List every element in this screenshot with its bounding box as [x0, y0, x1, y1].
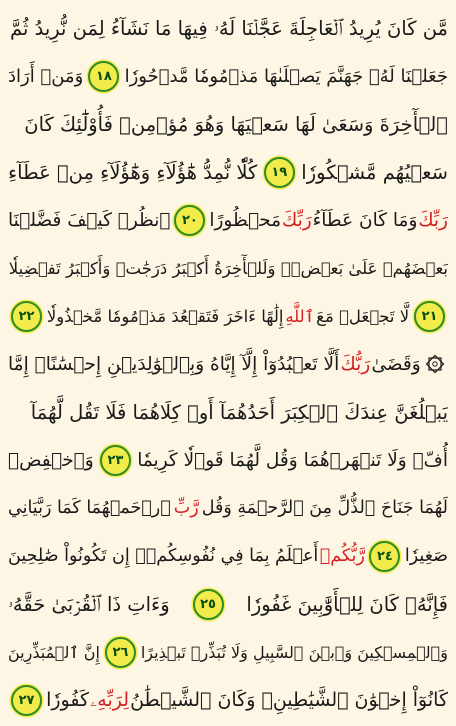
text-line: [8, 294, 448, 338]
ayah-number: ٢٥: [200, 596, 216, 612]
divine-name-text: رَّبِّ: [173, 498, 199, 518]
text-line: [8, 438, 448, 482]
ayah-number: ٢٦: [112, 644, 129, 660]
verse-text: مَحۡظُورًا: [209, 209, 282, 231]
verse-text: ٱرۡحَمۡهُمَا كَمَا رَبَّيَانِي: [8, 498, 171, 518]
ayah-number-marker: [11, 685, 42, 716]
text-line: [8, 246, 448, 290]
verse-text: وَٱلۡمِسۡكِينَ وَٱبۡنَ ٱلسَّبِيلِ وَلَا تُبَذِّرۡ تَبۡذِيرًا: [140, 642, 448, 662]
ayah-number-marker: [264, 157, 295, 188]
ayah-number-marker: [100, 445, 131, 476]
text-line: [8, 582, 448, 626]
verse-text: أَعۡلَمُ بِمَا فِي نُفُوسِكُمۡۚ إِن تَكُونُواْ صَٰلِحِينَ: [8, 546, 319, 566]
verse-text: كَفُورٗا: [46, 689, 90, 711]
text-line: [8, 198, 448, 242]
verse-text: إِلَٰهًا ءَاخَرَ فَتَقۡعُدَ مَذۡمُومٗا مَّخۡذُولٗا: [46, 306, 284, 326]
verse-text: كَانُوٓاْ إِخۡوَٰنَ ٱلشَّيَٰطِينِۖ وَكَانَ ٱلشَّيۡطَٰنُ: [130, 689, 448, 711]
verse-text: وَمَا كَانَ عَطَآءُ: [312, 209, 418, 231]
ayah-number: ٢٤: [376, 548, 393, 564]
divine-name-text: رَبِّكَ: [418, 209, 448, 231]
text-line: [8, 150, 448, 194]
ayah-number-marker: [414, 301, 445, 332]
verse-text: كُلّٗا نُّمِدُّ هَٰٓؤُلَآءِ وَهَٰٓؤُلَآءِ مِنۡ عَطَآءِ: [8, 160, 258, 184]
verse-text: ٱنظُرۡ كَيۡفَ فَضَّلۡنَا: [8, 209, 171, 231]
verse-text: يَبۡلُغَنَّ عِندَكَ ٱلۡكِبَرَ أَحَدُهُمَآ أَوۡ كِلَاهُمَا فَلَا تَقُل لَّهُمَآ: [30, 400, 448, 424]
verse-text: وَٱخۡفِضۡ: [8, 449, 94, 471]
ayah-number: ١٨: [95, 68, 112, 84]
ayah-number: ٢١: [421, 308, 438, 324]
text-line: [8, 102, 448, 146]
divine-name-text: رَبِّكَ: [281, 209, 312, 231]
ayah-number: ٢٣: [107, 452, 124, 468]
ayah-number: ١٩: [271, 164, 288, 180]
ayah-number-marker: [369, 541, 400, 572]
text-line: [8, 54, 448, 98]
ayah-number-marker: [88, 61, 119, 92]
text-line: [8, 630, 448, 674]
verse-text: أَلَّا تَعۡبُدُوٓاْ إِلَّآ إِيَّاهُ وَبِٱلۡوَٰلِدَيۡنِ إِحۡسَٰنًاۚ إِمَّا: [8, 353, 340, 375]
text-line: [8, 678, 448, 722]
ayah-number-marker: [193, 589, 224, 620]
ayah-number-marker: [11, 301, 42, 332]
quran-text-lines: [8, 6, 448, 722]
ayah-number: ٢٧: [18, 692, 35, 708]
ayah-number: ٢٢: [18, 308, 35, 324]
ayah-number-marker: [174, 205, 205, 236]
divine-name-text: رَّبُّكُمۡ: [319, 546, 365, 566]
verse-text: وَمَنۡ أَرَادَ: [8, 65, 84, 87]
text-line: [8, 342, 448, 386]
verse-text: لَهُمَا جَنَاحَ ٱلذُّلِّ مِنَ ٱلرَّحۡمَةِ وَقُل: [201, 498, 448, 518]
divine-name-text: ٱللَّهِ: [285, 306, 315, 326]
verse-text: صَغِيرٗا: [404, 546, 448, 566]
verse-text: بَعۡضَهُمۡ عَلَىٰ بَعۡضٖۚ وَلَلۡأٓخِرَةُ أَكۡبَرُ دَرَجَٰتٖ وَأَكۡبَرُ تَفۡضِيلٗا: [8, 258, 448, 278]
verse-text: سَعۡيُهُم مَّشۡكُورٗا: [301, 160, 448, 184]
verse-text: جَعَلۡنَا لَهُۥ جَهَنَّمَ يَصۡلَىٰهَا مَذۡمُومٗا مَّدۡحُورٗا: [124, 65, 448, 87]
ayah-number: ٢٠: [181, 212, 198, 228]
rub-el-hizb-icon: [425, 354, 445, 374]
text-line: [8, 6, 448, 50]
text-line: [8, 486, 448, 530]
verse-text: ٱلۡأٓخِرَةَ وَسَعَىٰ لَهَا سَعۡيَهَا وَهُوَ مُؤۡمِنٞ فَأُوْلَٰٓئِكَ كَانَ: [24, 112, 448, 136]
divine-name-text: لِرَبِّهِۦ: [90, 689, 130, 711]
divine-name-text: رَبُّكَ: [340, 353, 371, 375]
verse-text: فَإِنَّهُۥ كَانَ لِلۡأَوَّٰبِينَ غَفُورٗا: [246, 592, 448, 616]
verse-text: لَّا تَجۡعَلۡ مَعَ: [316, 306, 410, 326]
verse-text: مَّن كَانَ يُرِيدُ ٱلۡعَاجِلَةَ عَجَّلۡنَا لَهُۥ فِيهَا مَا نَشَآءُ لِمَن نُّرِيدُ ثُمَّ: [9, 16, 448, 40]
ayah-number-marker: [105, 637, 136, 668]
verse-text: أُفّٖ وَلَا تَنۡهَرۡهُمَا وَقُل لَّهُمَا قَوۡلٗا كَرِيمٗا: [137, 449, 448, 471]
verse-text: وَءَاتِ ذَا ٱلۡقُرۡبَىٰ حَقَّهُۥ: [8, 592, 170, 616]
text-line: [8, 390, 448, 434]
verse-text: إِنَّ ٱلۡمُبَذِّرِينَ: [8, 642, 100, 662]
text-line: [8, 534, 448, 578]
verse-text: وَقَضَىٰ: [371, 353, 421, 375]
